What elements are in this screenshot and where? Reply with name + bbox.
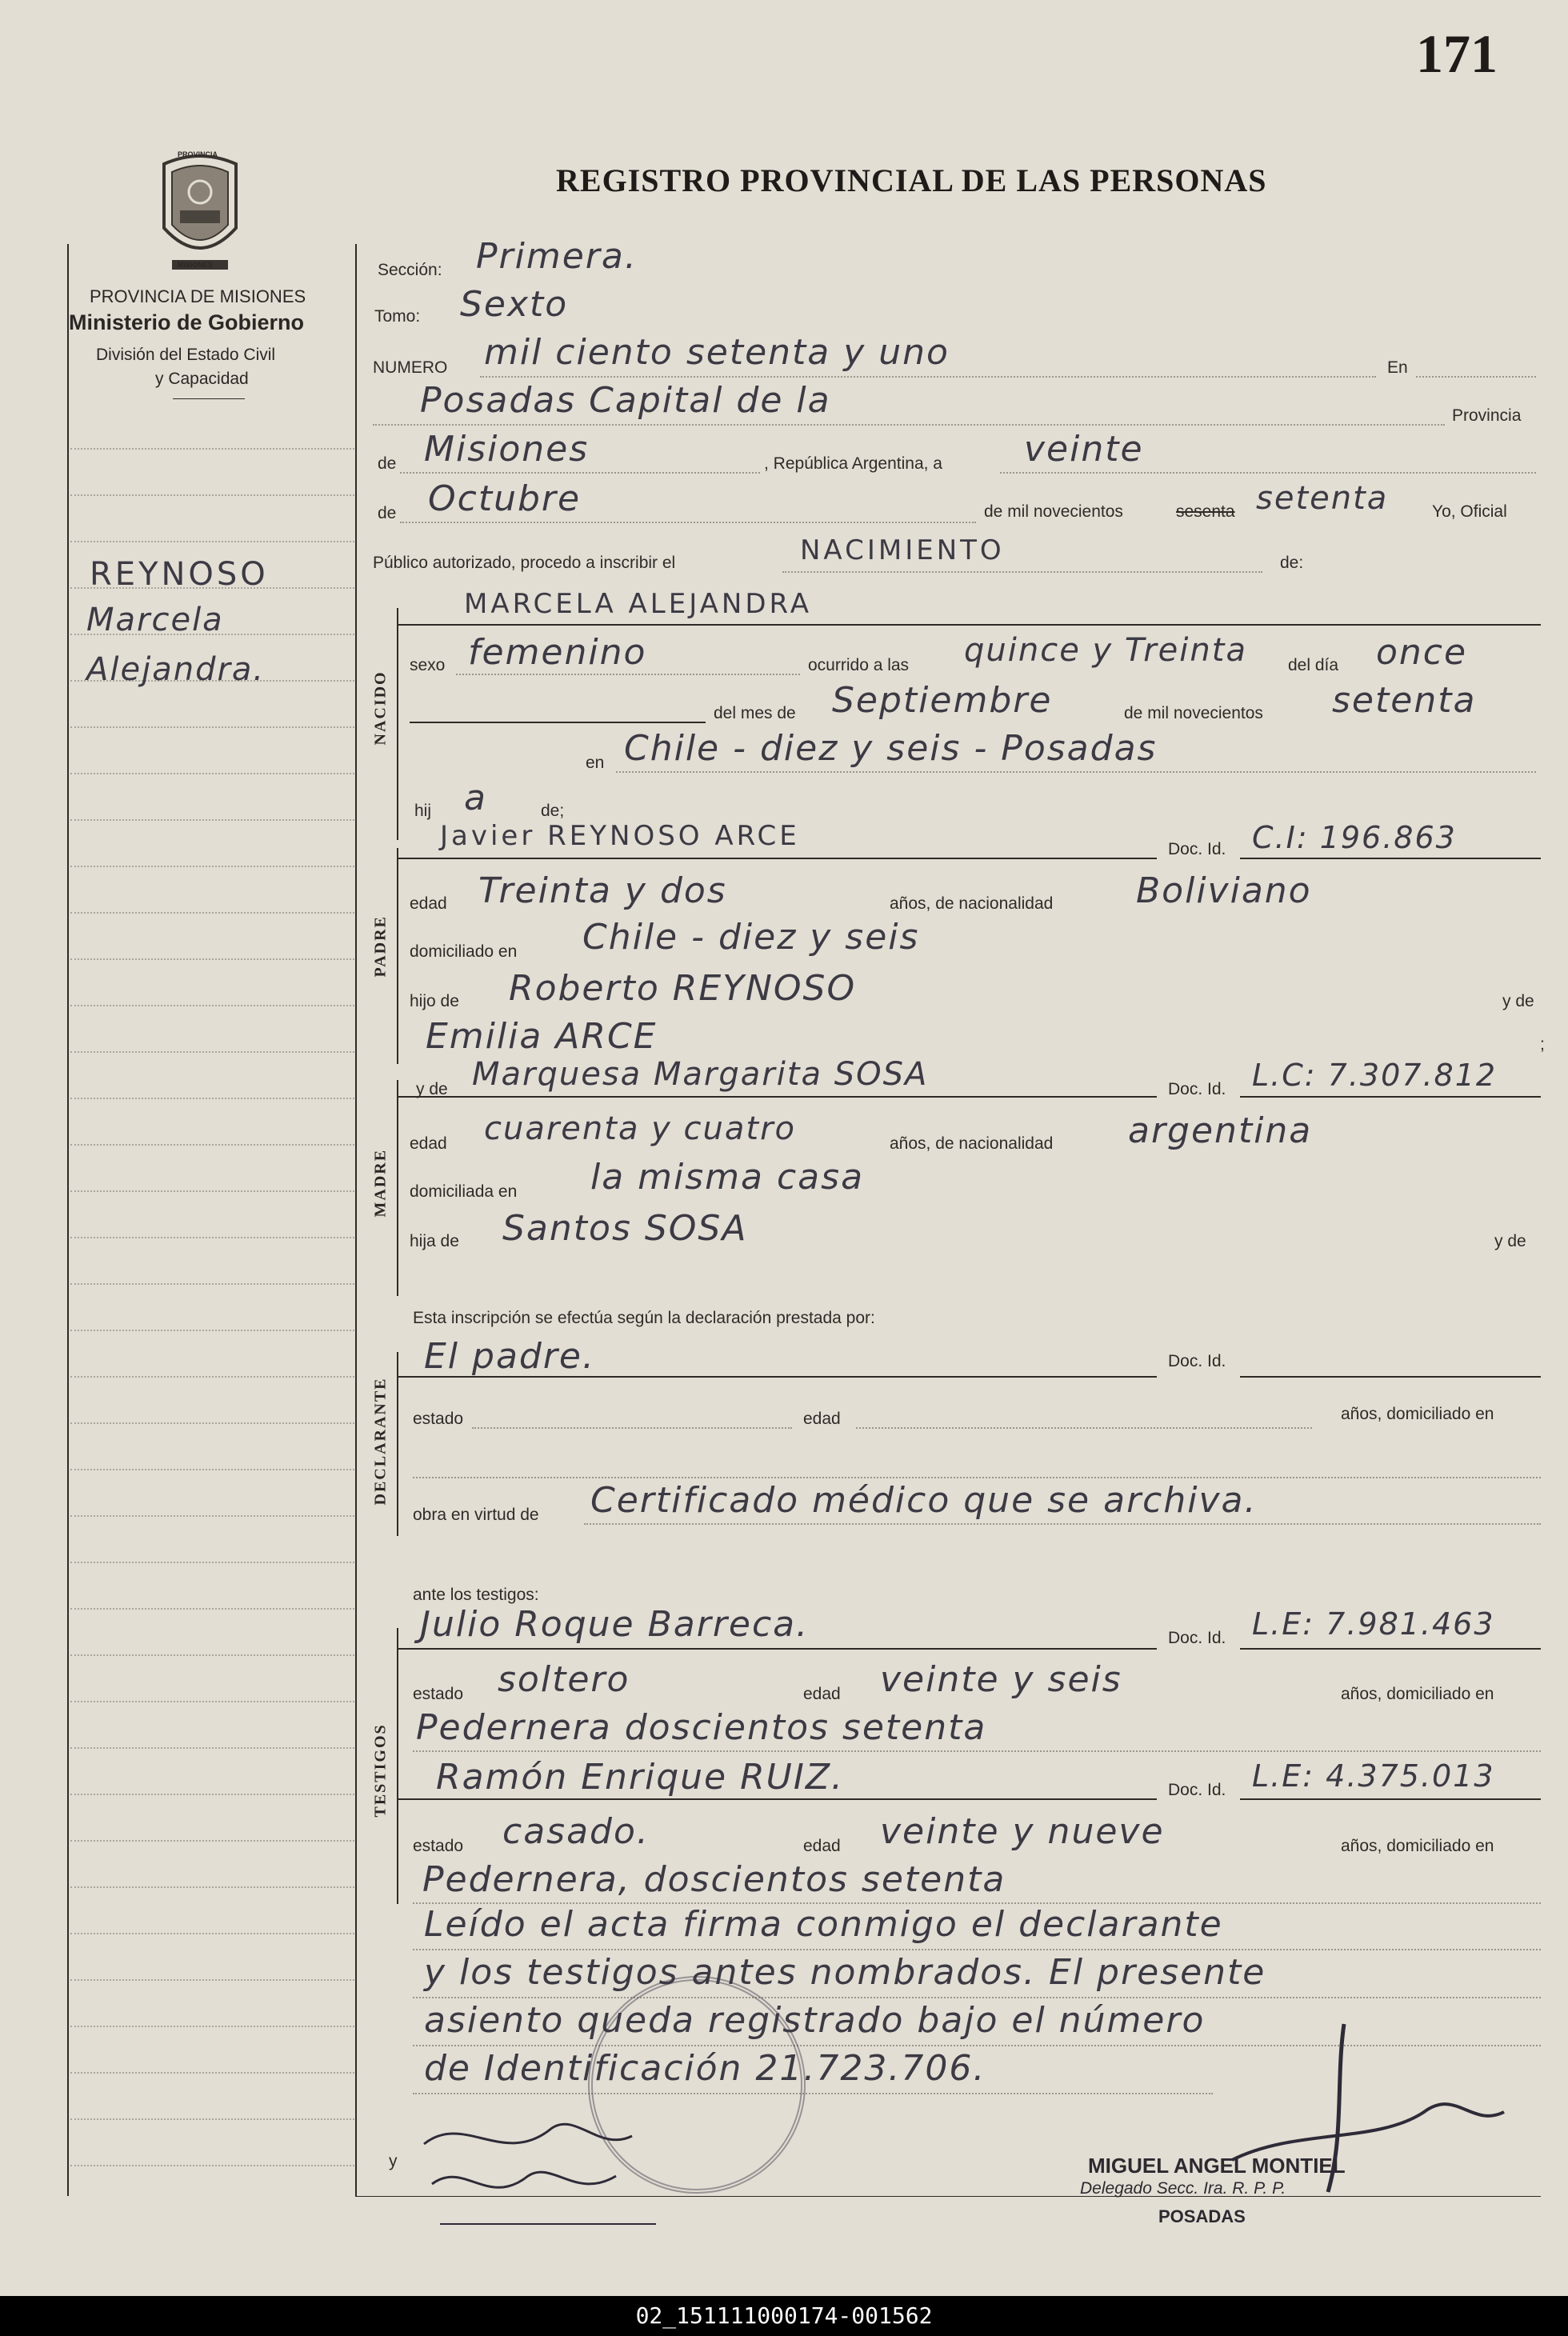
closing-rule-1 xyxy=(413,1949,1541,1950)
testigo2-edad-label: edad xyxy=(803,1837,841,1855)
margin-rule xyxy=(70,1098,354,1099)
testigo1-doc: L.E: 7.981.463 xyxy=(1252,1606,1495,1642)
certificado-line xyxy=(584,1523,1541,1525)
margin-rule xyxy=(70,1562,354,1563)
margin-rule xyxy=(70,1979,354,1981)
officer-city: POSADAS xyxy=(1158,2206,1246,2226)
madre-y-de-label: y de xyxy=(416,1080,448,1098)
margin-rule xyxy=(70,1469,354,1470)
testigo1-dom-line xyxy=(413,1750,1541,1752)
de-mil-label: de mil novecientos xyxy=(984,502,1123,521)
declarante-edad-line xyxy=(856,1427,1312,1429)
closing-rule-2 xyxy=(413,1997,1541,1998)
margin-surname: REYNOSO xyxy=(90,556,269,593)
padre-hijo-label: hijo de xyxy=(410,992,459,1010)
margin-rule xyxy=(70,958,354,960)
de-label: de xyxy=(378,454,397,473)
margin-rule xyxy=(70,1376,354,1378)
seal-text-bottom: MISIONES xyxy=(178,261,214,269)
nombre-value: MARCELA ALEJANDRA xyxy=(464,588,813,620)
left-margin-line xyxy=(67,244,69,2196)
officer-name: MIGUEL ANGEL MONTIEL xyxy=(1088,2154,1346,2178)
margin-rule xyxy=(70,1144,354,1146)
testigo2-domicilio: Pedernera, doscientos setenta xyxy=(422,1859,1006,1900)
testigo1-domicilio: Pedernera doscientos setenta xyxy=(416,1707,987,1748)
ministry-label: Ministerio de Gobierno xyxy=(69,310,305,334)
dia-nac-value: once xyxy=(1376,632,1468,673)
de-label-2: de xyxy=(378,504,397,522)
margin-rule xyxy=(70,1933,354,1934)
declarante-bracket xyxy=(397,1352,398,1536)
margin-rule xyxy=(70,541,354,542)
margin-rule xyxy=(70,1886,354,1888)
padre-madre: Emilia ARCE xyxy=(426,1016,658,1057)
sexo-value: femenino xyxy=(468,632,647,673)
padre-edad: Treinta y dos xyxy=(478,870,727,911)
madre-section-label: MADRE xyxy=(371,1148,390,1218)
padre-nombre: Javier REYNOSO ARCE xyxy=(440,820,800,852)
sexo-line xyxy=(456,674,800,675)
seal-text-top: PROVINCIA xyxy=(178,150,218,158)
tomo-value: Sexto xyxy=(460,284,569,325)
acto-value: NACIMIENTO xyxy=(800,534,1005,566)
margin-rule xyxy=(70,2165,354,2166)
margin-given-name-2: Alejandra. xyxy=(86,651,266,688)
margin-rule xyxy=(70,726,354,728)
margin-rule xyxy=(70,1237,354,1238)
declarante-line xyxy=(397,1376,1157,1378)
margin-divider-line xyxy=(355,244,357,2196)
margin-rule xyxy=(70,1190,354,1192)
padre-nac-label: años, de nacionalidad xyxy=(890,894,1054,913)
margin-rule xyxy=(70,448,354,450)
nacido-section-label: NACIDO xyxy=(371,670,390,746)
yo-oficial-label: Yo, Oficial xyxy=(1432,502,1507,521)
testigos-section-label: TESTIGOS xyxy=(371,1723,390,1818)
mes-nac-value: Septiembre xyxy=(832,680,1053,721)
numero-label: NUMERO xyxy=(373,358,448,377)
margin-rule xyxy=(70,1794,354,1795)
division-label-2: y Capacidad xyxy=(155,370,249,388)
hij-value: a xyxy=(464,778,487,818)
blank-line xyxy=(410,722,706,723)
testigo1-estado-label: estado xyxy=(413,1685,464,1703)
declarante-edad-label: edad xyxy=(803,1410,841,1428)
seccion-label: Sección: xyxy=(378,261,442,279)
declarante-estado-label: estado xyxy=(413,1410,464,1428)
madre-nac-label: años, de nacionalidad xyxy=(890,1134,1054,1153)
de-semi-label: de; xyxy=(541,802,565,820)
margin-rule xyxy=(70,1005,354,1006)
sexo-label: sexo xyxy=(410,656,446,674)
testigo2-nombre: Ramón Enrique RUIZ. xyxy=(436,1757,844,1798)
semicolon: ; xyxy=(1540,1035,1545,1054)
padre-edad-label: edad xyxy=(410,894,447,913)
de-colon-label: de: xyxy=(1280,554,1304,572)
en-label: En xyxy=(1387,358,1408,377)
declarante-value: El padre. xyxy=(424,1336,595,1377)
madre-nombre-line xyxy=(397,1096,1157,1098)
lugar-value: Posadas Capital de la xyxy=(420,380,831,421)
sesenta-struck: sesenta xyxy=(1176,502,1235,521)
padre-nombre-line xyxy=(397,858,1157,859)
margin-rule xyxy=(70,1654,354,1656)
margin-rule xyxy=(70,866,354,867)
madre-bracket xyxy=(397,1080,398,1296)
margin-rule xyxy=(70,1515,354,1517)
padre-domicilio: Chile - diez y seis xyxy=(582,917,920,958)
madre-padre: Santos SOSA xyxy=(502,1208,748,1249)
header-rule xyxy=(173,398,245,399)
tomo-label: Tomo: xyxy=(374,307,421,326)
madre-hija-label: hija de xyxy=(410,1232,459,1250)
testigo2-doc-line xyxy=(1240,1798,1541,1800)
declarante-doc-label: Doc. Id. xyxy=(1168,1352,1226,1370)
document-title: REGISTRO PROVINCIAL DE LAS PERSONAS xyxy=(556,162,1267,198)
madre-y-de-label: y de xyxy=(1494,1232,1526,1250)
margin-rule xyxy=(70,1747,354,1749)
ante-label: ante los testigos: xyxy=(413,1586,539,1604)
registry-stamp-icon xyxy=(588,1976,806,2194)
en-line xyxy=(1416,376,1536,378)
margin-rule xyxy=(70,819,354,821)
declarante-dom-label: años, domiciliado en xyxy=(1341,1405,1494,1423)
padre-padre: Roberto REYNOSO xyxy=(509,968,857,1009)
padre-doc-label: Doc. Id. xyxy=(1168,840,1226,858)
testigo1-nombre: Julio Roque Barreca. xyxy=(420,1604,810,1645)
margin-rule xyxy=(70,1701,354,1702)
mes-value: Octubre xyxy=(428,478,582,519)
dia-line xyxy=(1000,472,1536,474)
margin-rule xyxy=(70,1608,354,1610)
testigo2-edad: veinte y nueve xyxy=(880,1811,1165,1852)
numero-line xyxy=(480,376,1376,378)
margin-rule xyxy=(70,2026,354,2027)
lugar-nac-value: Chile - diez y seis - Posadas xyxy=(624,728,1158,769)
testigo1-dom-label: años, domiciliado en xyxy=(1341,1685,1494,1703)
testigo1-line xyxy=(397,1648,1157,1650)
margin-rule xyxy=(70,2072,354,2074)
del-dia-label: del día xyxy=(1288,656,1339,674)
lugar-nac-line xyxy=(616,771,1536,773)
anio-value: setenta xyxy=(1256,480,1389,517)
margin-rule xyxy=(70,773,354,774)
provincia-value: Misiones xyxy=(424,429,590,470)
declarante-dom-line xyxy=(413,1477,1541,1478)
madre-doc-label: Doc. Id. xyxy=(1168,1080,1226,1098)
madre-doc-line xyxy=(1240,1096,1541,1098)
madre-domicilio-label: domiciliada en xyxy=(410,1182,518,1201)
madre-edad: cuarenta y cuatro xyxy=(484,1110,797,1147)
closing-rule-4 xyxy=(413,2093,1213,2094)
margin-given-name-1: Marcela xyxy=(86,602,224,638)
margin-rule xyxy=(70,1840,354,1842)
provincia-label: Provincia xyxy=(1452,406,1522,425)
en-nac-label: en xyxy=(586,754,605,772)
provincial-seal-icon xyxy=(156,148,244,276)
closing-line-2: y los testigos antes nombrados. El presente xyxy=(424,1952,1266,1993)
numero-value: mil ciento setenta y uno xyxy=(484,332,950,373)
padre-nacionalidad: Boliviano xyxy=(1136,870,1312,911)
padre-doc-line xyxy=(1240,858,1541,859)
bottom-rule xyxy=(355,2196,1541,2197)
padre-domicilio-label: domiciliado en xyxy=(410,942,518,961)
testigo1-doc-label: Doc. Id. xyxy=(1168,1629,1226,1647)
acto-line xyxy=(782,571,1262,573)
margin-rule xyxy=(70,494,354,496)
inscripcion-label: Esta inscripción se efectúa según la declaración prestada por: xyxy=(413,1309,875,1327)
testigo1-estado: soltero xyxy=(498,1659,630,1700)
declarante-doc-line xyxy=(1240,1376,1541,1378)
margin-rule xyxy=(70,2118,354,2120)
division-label-1: División del Estado Civil xyxy=(96,346,276,364)
padre-bracket xyxy=(397,848,398,1064)
testigo1-doc-line xyxy=(1240,1648,1541,1650)
madre-edad-label: edad xyxy=(410,1134,447,1153)
testigo2-doc: L.E: 4.375.013 xyxy=(1252,1758,1495,1794)
certificado-value: Certificado médico que se archiva. xyxy=(590,1480,1258,1521)
hij-label: hij xyxy=(414,802,432,820)
obra-label: obra en virtud de xyxy=(413,1506,539,1524)
padre-doc: C.I: 196.863 xyxy=(1252,820,1457,855)
testigo1-edad: veinte y seis xyxy=(880,1659,1122,1700)
province-label: PROVINCIA DE MISIONES xyxy=(90,286,306,306)
anio-nac-value: setenta xyxy=(1332,680,1477,721)
lugar-line xyxy=(373,424,1445,426)
testigos-bracket xyxy=(397,1628,398,1904)
officer-title: Delegado Secc. Ira. R. P. P. xyxy=(1080,2179,1286,2198)
provincia-line xyxy=(400,472,760,474)
testigo2-estado: casado. xyxy=(502,1811,650,1852)
closing-line-1: Leído el acta firma conmigo el declarante xyxy=(424,1904,1223,1945)
nacido-bracket xyxy=(397,608,398,840)
closing-line-3: asiento queda registrado bajo el número xyxy=(424,2000,1206,2041)
seccion-value: Primera. xyxy=(476,236,638,277)
madre-domicilio: la misma casa xyxy=(590,1157,865,1198)
madre-nacionalidad: argentina xyxy=(1128,1110,1313,1151)
de-mil-nov-label: de mil novecientos xyxy=(1124,704,1263,722)
page-number: 171 xyxy=(1416,23,1498,84)
declarante-estado-line xyxy=(472,1427,792,1429)
madre-doc: L.C: 7.307.812 xyxy=(1252,1058,1498,1093)
margin-rule xyxy=(70,1330,354,1331)
padre-section-label: PADRE xyxy=(371,915,390,978)
madre-nombre: Marquesa Margarita SOSA xyxy=(472,1056,929,1093)
margin-rule xyxy=(70,1051,354,1053)
del-mes-label: del mes de xyxy=(714,704,796,722)
padre-y-de-label: y de xyxy=(1502,992,1534,1010)
testigo2-estado-label: estado xyxy=(413,1837,464,1855)
testigo2-line xyxy=(397,1798,1157,1800)
nombre-line xyxy=(397,624,1541,626)
publico-label: Público autorizado, procedo a inscribir el xyxy=(373,554,676,572)
closing-line-4: de Identificación 21.723.706. xyxy=(424,2048,986,2089)
mes-line xyxy=(400,522,976,523)
scan-id-footer: 02_151111000174-001562 xyxy=(0,2296,1568,2336)
margin-rule xyxy=(70,1283,354,1285)
dia-value: veinte xyxy=(1024,429,1144,470)
y-signature-label: y xyxy=(389,2152,398,2170)
republica-label: , República Argentina, a xyxy=(764,454,942,473)
margin-rule xyxy=(70,1422,354,1424)
ocurrido-label: ocurrido a las xyxy=(808,656,910,674)
declarante-section-label: DECLARANTE xyxy=(371,1377,390,1506)
margin-rule xyxy=(70,912,354,914)
hora-value: quince y Treinta xyxy=(964,632,1247,669)
testigo2-doc-label: Doc. Id. xyxy=(1168,1781,1226,1799)
testigo1-edad-label: edad xyxy=(803,1685,841,1703)
testigo2-dom-label: años, domiciliado en xyxy=(1341,1837,1494,1855)
